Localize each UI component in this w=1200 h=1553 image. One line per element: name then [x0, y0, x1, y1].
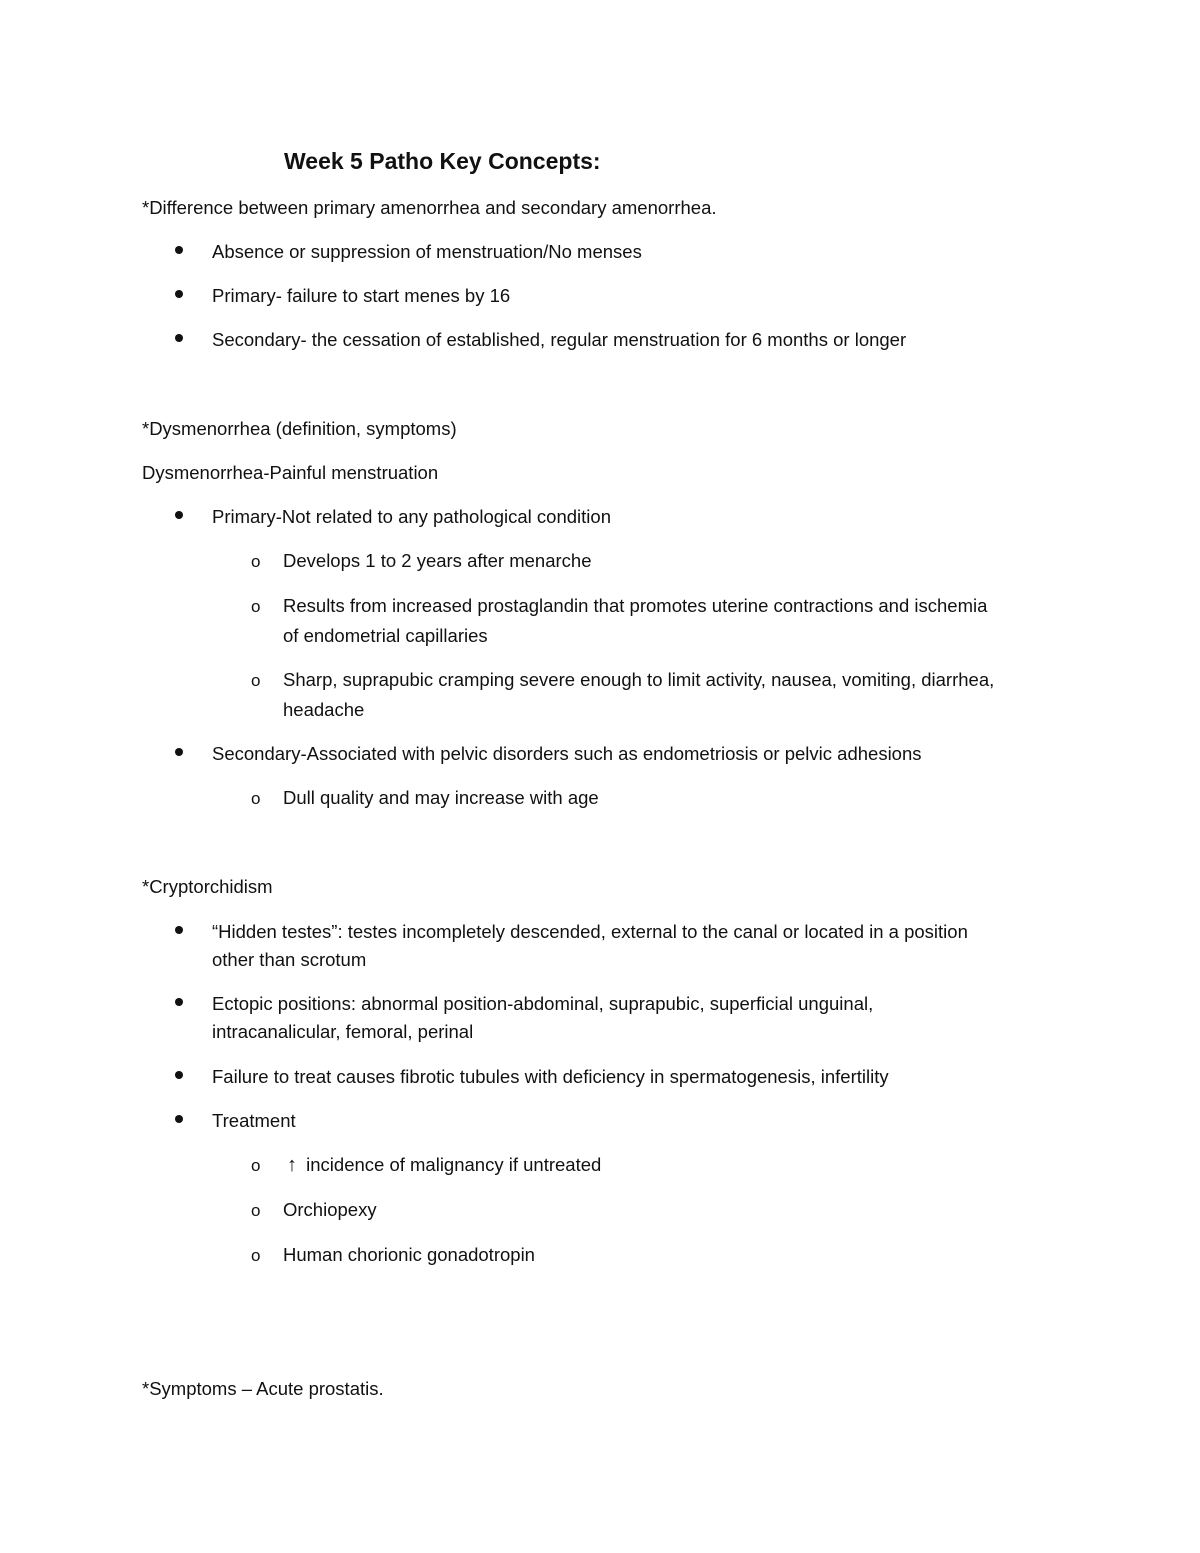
bullet-marker	[175, 926, 183, 934]
bullet-marker	[175, 748, 183, 756]
list-item-continuation: other than scrotum	[212, 949, 367, 970]
list-item: Secondary-Associated with pelvic disorders such as endometriosis or pelvic adhesions	[212, 743, 922, 764]
sub-list-item-text: incidence of malignancy if untreated	[306, 1154, 602, 1175]
bullet-marker	[175, 1115, 183, 1123]
section-heading-amenorrhea: *Difference between primary amenorrhea and secondary amenorrhea.	[142, 197, 717, 218]
list-item: Failure to treat causes fibrotic tubules with deficiency in spermatogenesis, infertility	[212, 1066, 889, 1087]
section-heading-cryptorchidism: *Cryptorchidism	[142, 876, 273, 897]
list-item: Absence or suppression of menstruation/No menses	[212, 241, 642, 262]
sub-list-item: Human chorionic gonadotropin	[283, 1244, 535, 1265]
list-item: Ectopic positions: abnormal position-abdominal, suprapubic, superficial unguinal,	[212, 993, 874, 1014]
up-arrow-icon: ↑	[287, 1154, 297, 1176]
sub-list-item: Dull quality and may increase with age	[283, 787, 599, 808]
bullet-marker	[175, 511, 183, 519]
page-title: Week 5 Patho Key Concepts:	[284, 148, 601, 174]
list-item-continuation: intracanalicular, femoral, perinal	[212, 1021, 474, 1042]
list-item: Treatment	[212, 1110, 296, 1131]
section-heading-prostatitis: *Symptoms – Acute prostatis.	[142, 1378, 384, 1399]
definition-text: Dysmenorrhea-Painful menstruation	[142, 462, 439, 483]
list-item: Primary- failure to start menes by 16	[212, 285, 511, 306]
bullet-marker	[175, 334, 183, 342]
sub-list-item: Orchiopexy	[283, 1199, 377, 1220]
list-item: “Hidden testes”: testes incompletely descended, external to the canal or located in a position	[212, 921, 968, 942]
bullet-marker	[175, 998, 183, 1006]
sub-list-item-continuation: of endometrial capillaries	[283, 625, 488, 646]
sub-list-item: Results from increased prostaglandin that promotes uterine contractions and ischemia	[283, 595, 988, 616]
sub-bullet-marker: o	[251, 1246, 261, 1265]
bullet-marker	[175, 1071, 183, 1079]
sub-list-item-continuation: headache	[283, 699, 365, 720]
bullet-marker	[175, 290, 183, 298]
sub-list-item: Sharp, suprapubic cramping severe enough to limit activity, nausea, vomiting, diarrhea,	[283, 669, 995, 690]
sub-bullet-marker: o	[251, 671, 261, 690]
list-item: Secondary- the cessation of established, regular menstruation for 6 months or longer	[212, 329, 907, 350]
sub-bullet-marker: o	[251, 1201, 261, 1220]
section-heading-dysmenorrhea: *Dysmenorrhea (definition, symptoms)	[142, 418, 457, 439]
list-item: Primary-Not related to any pathological condition	[212, 506, 611, 527]
sub-list-item	[283, 1151, 601, 1179]
sub-bullet-marker: o	[251, 597, 261, 616]
sub-bullet-marker: o	[251, 789, 261, 808]
sub-list-item: Develops 1 to 2 years after menarche	[283, 550, 592, 571]
sub-bullet-marker: o	[251, 1156, 261, 1175]
sub-bullet-marker: o	[251, 552, 261, 571]
bullet-marker	[175, 246, 183, 254]
